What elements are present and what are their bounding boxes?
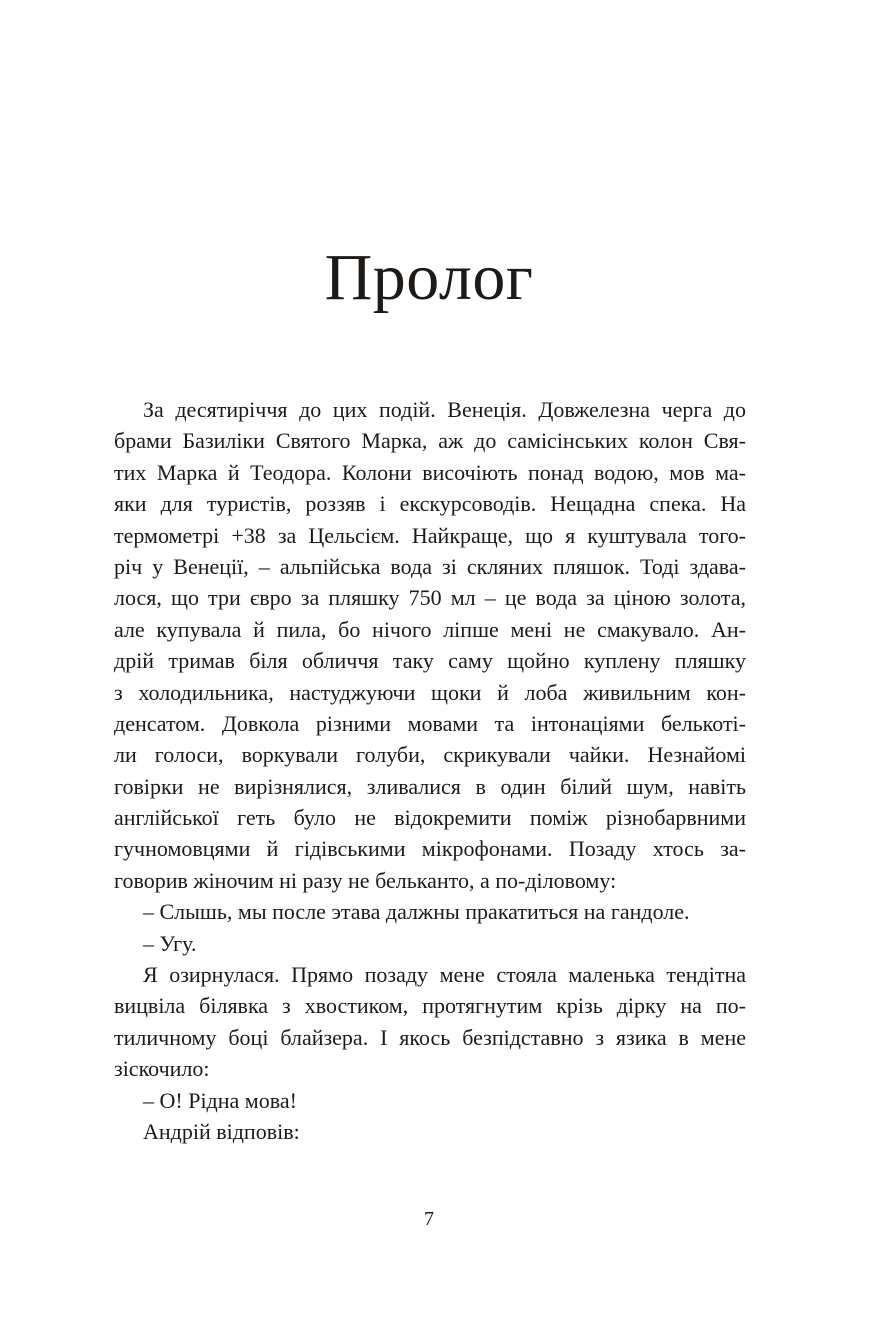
text-line: дрій тримав біля обличчя таку саму щойно куплену пляшку: [114, 648, 746, 674]
paragraph: [114, 394, 746, 896]
text-line: денсатом. Довкола різними мовами та інтонаціями белькоті-: [114, 710, 746, 736]
text-line: тих Марка й Теодора. Колони височіють понад водою, мов ма-: [114, 459, 746, 485]
text-line: лося, що три євро за пляшку 750 мл – це вода за ціною золота,: [114, 585, 746, 611]
text-line: англійської геть було не відокремити поміж різнобарвними: [114, 805, 746, 831]
dialogue-paragraph: [114, 1085, 746, 1116]
text-line: – Слышь, мы после этава далжны пракатиться на гандоле.: [143, 899, 690, 925]
text-line: гучномовцями й гідівськими мікрофонами. Позаду хтось за-: [114, 836, 746, 862]
text-line: – Угу.: [143, 930, 197, 956]
text-line: річ у Венеції, – альпійська вода зі скляних пляшок. Тоді здава-: [114, 553, 746, 579]
text-line: Я озирнулася. Прямо позаду мене стояла маленька тендітна: [143, 962, 746, 988]
text-line: але купувала й пила, бо нічого ліпше мені не смакувало. Ан-: [114, 616, 746, 642]
body-text: [114, 394, 746, 1147]
text-line: брами Базиліки Святого Марка, аж до самісінських колон Свя-: [114, 428, 746, 454]
text-line: яки для туристів, роззяв і екскурсоводів. Нещадна спека. На: [114, 491, 746, 517]
paragraph: [114, 1116, 746, 1147]
text-line: термометрі +38 за Цельсієм. Найкраще, що я куштувала того-: [114, 522, 746, 548]
page-number: 7: [424, 1208, 434, 1230]
text-line: тиличному боці блайзера. І якось безпідставно з язика в мене: [114, 1024, 746, 1050]
text-line: говірки не вирізнялися, зливалися в один білий шум, навіть: [114, 773, 746, 799]
text-line: зіскочило:: [114, 1056, 210, 1082]
chapter-title: Пролог: [324, 241, 534, 314]
text-line: Андрій відповів:: [143, 1118, 300, 1144]
dialogue-paragraph: [114, 928, 746, 959]
text-line: – О! Рідна мова!: [143, 1087, 297, 1113]
text-line: вицвіла білявка з хвостиком, протягнутим крізь дірку на по-: [114, 993, 746, 1019]
paragraph: [114, 959, 746, 1085]
text-line: ли голоси, воркували голуби, скрикували чайки. Незнайомі: [114, 742, 746, 768]
text-line: з холодильника, настуджуючи щоки й лоба живильним кон-: [114, 679, 746, 705]
dialogue-paragraph: [114, 896, 746, 927]
text-line: говорив жіночим ні разу не бельканто, а по-діловому:: [114, 867, 617, 893]
text-line: За десятиріччя до цих подій. Венеція. Довжелезна черга до: [143, 397, 746, 422]
